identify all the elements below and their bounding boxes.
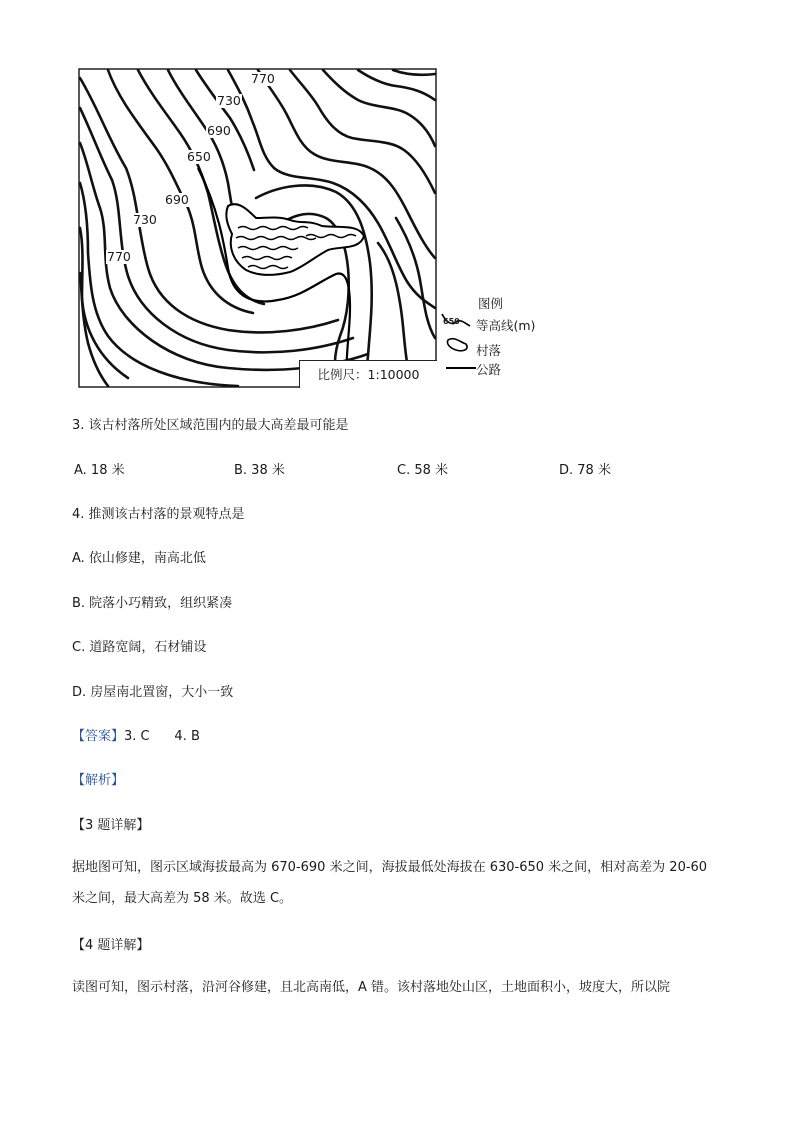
legend-title: 图例 bbox=[478, 296, 504, 311]
contour-label-690-left: 690 bbox=[165, 192, 189, 207]
q4-option-b: B. 院落小巧精致，组织紧凑 bbox=[72, 596, 233, 611]
q3-option-d: D. 78 米 bbox=[559, 463, 611, 478]
legend-village-label: 村落 bbox=[476, 343, 502, 358]
contour-label-730-top: 730 bbox=[217, 93, 241, 108]
answer-line bbox=[72, 725, 200, 744]
q4-option-a: A. 依山修建，南高北低 bbox=[72, 551, 206, 566]
contour-label-690-top: 690 bbox=[207, 123, 231, 138]
question-4-stem: 4. 推测该古村落的景观特点是 bbox=[72, 507, 245, 522]
q4-detail-text: 读图可知，图示村落，沿河谷修建，且北高南低，A 错。该村落地处山区，土地面积小，坡度大，所以院 bbox=[72, 980, 671, 995]
q3-detail-heading: 【3 题详解】 bbox=[72, 818, 150, 833]
q4-option-c: C. 道路宽阔，石材铺设 bbox=[72, 640, 207, 655]
q3-option-c: C. 58 米 bbox=[397, 463, 449, 478]
q4-option-d: D. 房屋南北置窗，大小一致 bbox=[72, 685, 234, 700]
contour-label-770-top: 770 bbox=[251, 71, 275, 86]
map-legend bbox=[440, 292, 560, 382]
answer-text: 3. C 4. B bbox=[124, 729, 200, 744]
q3-option-a: A. 18 米 bbox=[74, 463, 125, 478]
legend-contour-label: 等高线(m) bbox=[476, 318, 536, 333]
legend-contour-sample: 650 bbox=[443, 317, 460, 326]
contour-label-770-left: 770 bbox=[107, 249, 131, 264]
contour-map-drawing bbox=[78, 68, 437, 388]
q4-detail-heading: 【4 题详解】 bbox=[72, 938, 150, 953]
contour-label-730-left: 730 bbox=[133, 212, 157, 227]
map-scale: 比例尺：1:10000 bbox=[299, 360, 437, 388]
q3-option-b: B. 38 米 bbox=[234, 463, 285, 478]
legend-road-label: 公路 bbox=[476, 362, 502, 377]
q3-detail-text: 据地图可知，图示区域海拔最高为 670-690 米之间，海拔最低处海拔在 630-650 米之间，相对高差为 20-60 米之间，最大高差为 58 米。故选 C。 bbox=[72, 860, 708, 906]
analysis-tag: 【解析】 bbox=[72, 773, 125, 788]
contour-map bbox=[78, 68, 437, 388]
answer-tag: 【答案】 bbox=[72, 729, 125, 744]
legend-symbols bbox=[440, 292, 476, 382]
question-3-stem: 3. 该古村落所处区域范围内的最大高差最可能是 bbox=[72, 418, 349, 433]
contour-label-650: 650 bbox=[187, 149, 211, 164]
